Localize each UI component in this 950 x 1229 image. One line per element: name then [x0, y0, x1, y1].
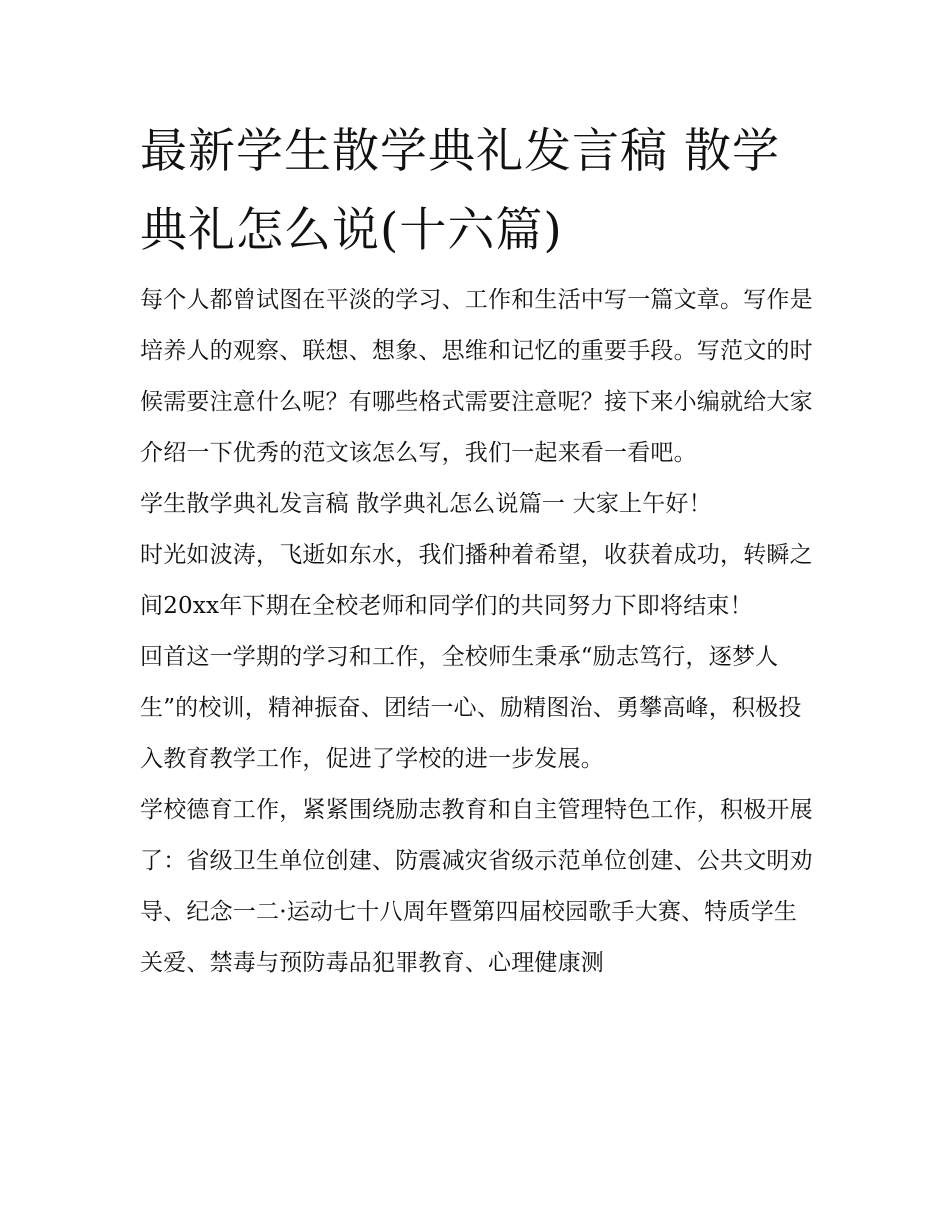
body-paragraph: 回首这一学期的学习和工作，全校师生秉承“励志笃行，逐梦人生”的校训，精神振奋、团结一心、励精图治、勇攀高峰，积极投入教育教学工作，促进了学校的进一步发展。 — [140, 644, 802, 772]
document-title: 最新学生散学典礼发言稿 散学典礼怎么说(十六篇) — [140, 124, 780, 258]
section-heading-paragraph: 学生散学典礼发言稿 散学典礼怎么说篇一 大家上午好！ — [140, 491, 712, 517]
document-body — [140, 275, 820, 989]
body-paragraph: 学校德育工作，紧紧围绕励志教育和自主管理特色工作，积极开展了：省级卫生单位创建、防震减灾省级示范单位创建、公共文明劝导、纪念一二·运动七十八周年暨第四届校园歌手大赛、特质学生关爱、禁毒与预防毒品犯罪教育、心理健康测 — [140, 797, 813, 976]
intro-paragraph: 每个人都曾试图在平淡的学习、工作和生活中写一篇文章。写作是培养人的观察、联想、想象、思维和记忆的重要手段。写范文的时候需要注意什么呢？有哪些格式需要注意呢？接下来小编就给大家介绍一下优秀的范文该怎么写，我们一起来看一看吧。 — [140, 287, 813, 466]
body-paragraph: 时光如波涛，飞逝如东水，我们播种着希望，收获着成功，转瞬之间20xx年下期在全校老师和同学们的共同努力下即将结束！ — [140, 542, 813, 619]
